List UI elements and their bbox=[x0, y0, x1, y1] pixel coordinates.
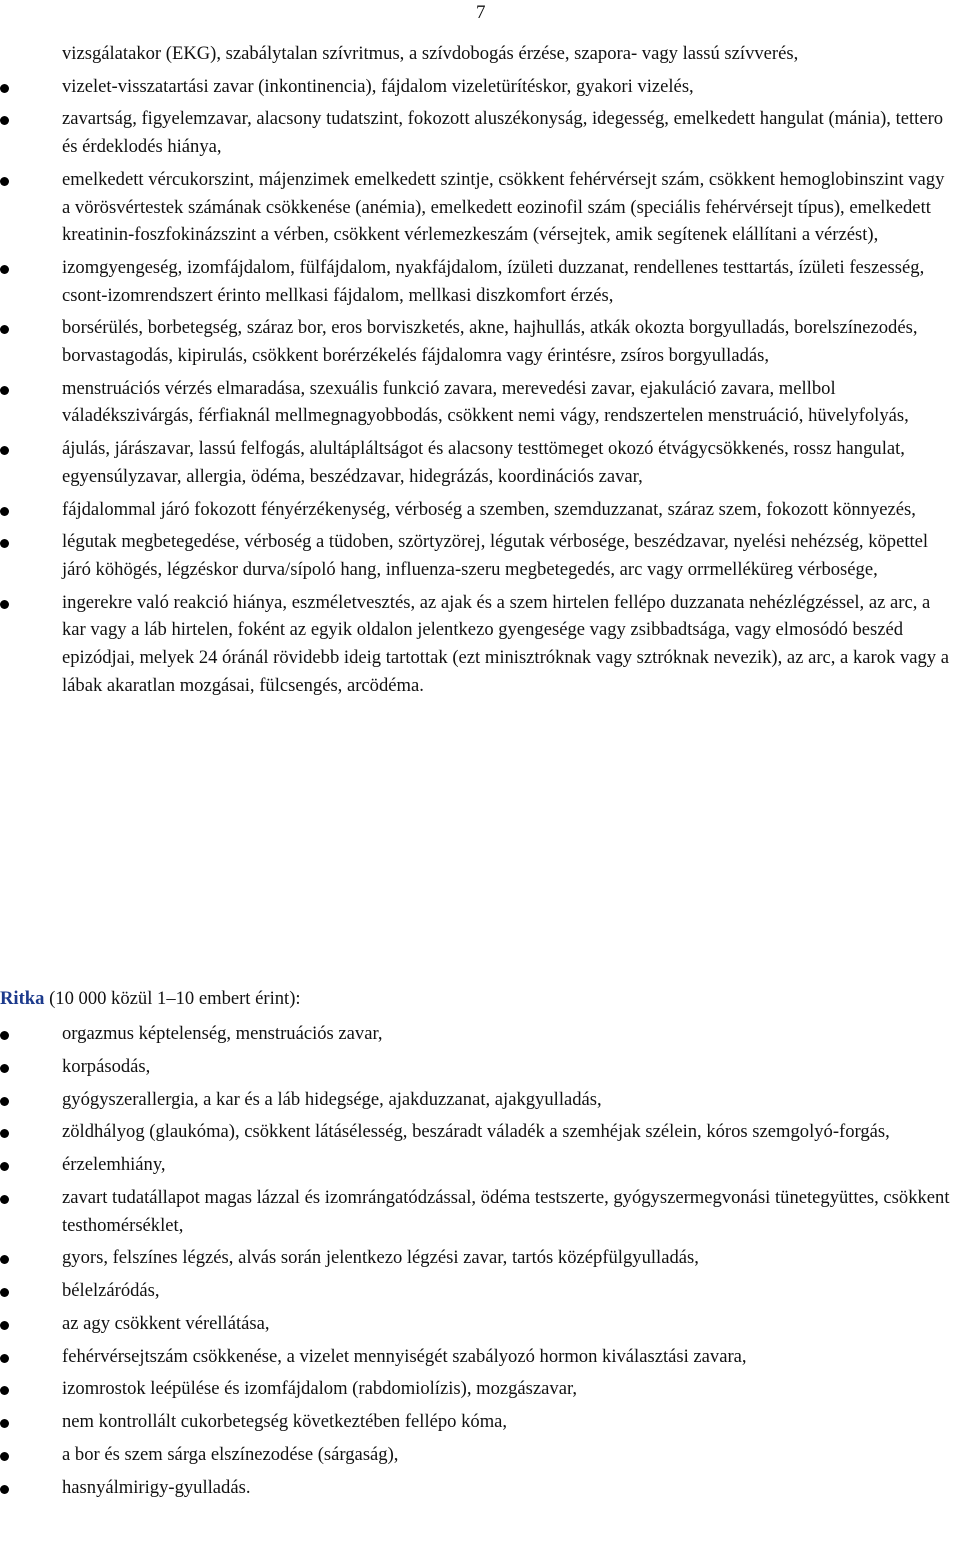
list-item bbox=[0, 1244, 960, 1272]
list-item bbox=[0, 1184, 960, 1239]
bullet-icon bbox=[0, 1419, 9, 1428]
list-item-text: ájulás, járászavar, lassú felfogás, alultápláltságot és alacsony testtömeget okozó étvágycsökkenés, rossz hangulat, egyensúlyzavar, allergia, ödéma, beszédzavar, hidegrázás, koordinációs zavar, bbox=[62, 438, 905, 487]
section-heading-rare bbox=[0, 985, 301, 1013]
list-item-text: orgazmus képtelenség, menstruációs zavar, bbox=[62, 1023, 383, 1044]
bullet-icon bbox=[0, 386, 9, 395]
bullet-icon bbox=[0, 1031, 9, 1040]
list-item-text: hasnyálmirigy-gyulladás. bbox=[62, 1476, 251, 1498]
list-item bbox=[0, 1474, 960, 1502]
list-item bbox=[0, 254, 960, 309]
list-item bbox=[0, 1310, 960, 1338]
list-item bbox=[0, 166, 960, 249]
list-item-text: vizsgálatakor (EKG), szabálytalan szívritmus, a szívdobogás érzése, szapora- vagy lassú szívverés, bbox=[62, 43, 799, 64]
list-item-text: légutak megbetegedése, vérboség a tüdoben, szörtyzörej, légutak vérbosége, beszédzavar, nyelési nehézség, köpettel járó köhögés, légzéskor durva/sípoló hang, influenza-szeru megbetegedés, arc vagy orrmelléküreg vérbosége, bbox=[62, 531, 929, 580]
list-item-text: gyógyszerallergia, a kar és a láb hidegsége, ajakduzzanat, ajakgyulladás, bbox=[62, 1088, 602, 1110]
list-item-text: nem kontrollált cukorbetegség következtében fellépo kóma, bbox=[62, 1411, 508, 1433]
bullet-icon bbox=[0, 325, 9, 334]
list-item-text: zöldhályog (glaukóma), csökkent látásélesség, beszáradt váladék a szemhéjak szélein, kóros szemgolyó-forgás, bbox=[62, 1121, 890, 1143]
bullet-icon bbox=[0, 1354, 9, 1363]
bullet-icon bbox=[0, 1064, 9, 1073]
list-item bbox=[0, 1277, 960, 1305]
bullet-icon bbox=[0, 539, 9, 548]
list-item bbox=[0, 528, 960, 583]
list-item-text: fájdalommal járó fokozott fényérzékenység, vérboség a szemben, szemduzzanat, száraz szem, fokozott könnyezés, bbox=[62, 498, 916, 520]
bullet-icon bbox=[0, 177, 9, 186]
bullet-icon bbox=[0, 446, 9, 455]
list-item bbox=[0, 1118, 960, 1146]
bullet-icon bbox=[0, 1485, 9, 1494]
bullet-icon bbox=[0, 1195, 9, 1204]
list-item bbox=[0, 40, 960, 68]
bullet-icon bbox=[0, 1452, 9, 1461]
frequency-description: (10 000 közül 1–10 embert érint): bbox=[44, 988, 301, 1009]
side-effects-list-common bbox=[0, 40, 960, 704]
list-item-text: a bor és szem sárga elszínezodése (sárgaság), bbox=[62, 1443, 399, 1465]
bullet-icon bbox=[0, 84, 9, 93]
bullet-icon bbox=[0, 1321, 9, 1330]
list-item bbox=[0, 1375, 960, 1403]
bullet-icon bbox=[0, 1288, 9, 1297]
list-item bbox=[0, 496, 960, 524]
list-item-text: menstruációs vérzés elmaradása, szexuális funkció zavara, merevedési zavar, ejakuláció zavara, mellbol váladékszivárgás, férfiaknál mellmegnagyobbodás, csökkent nemi vágy, rendszertelen menstruáció, hüvelyfolyás, bbox=[62, 377, 909, 427]
list-item bbox=[0, 1086, 960, 1114]
bullet-icon bbox=[0, 116, 9, 125]
list-item-text: korpásodás, bbox=[62, 1055, 151, 1077]
list-item-text: érzelemhiány, bbox=[62, 1154, 166, 1176]
list-item-text: izomrostok leépülése és izomfájdalom (rabdomiolízis), mozgászavar, bbox=[62, 1378, 578, 1400]
page-number: 7 bbox=[476, 2, 486, 23]
bullet-icon bbox=[0, 1162, 9, 1171]
list-item-text: ingerekre való reakció hiánya, eszméletvesztés, az ajak és a szem hirtelen fellépo duzzanata nehézlégzéssel, az arc, a kar vagy a láb hirtelen, foként az egyik oldalon jelentkezo gyengesége vagy zsibbadtsága, vagy elmosódó beszéd epizódjai, melyek 24 óránál rövidebb ideig tartottak (ezt minisztróknak vagy sztróknak nevezik), az arc, a karok vagy a lábak akaratlan mozgásai, fülcsengés, arcödéma. bbox=[62, 591, 949, 696]
list-item-text: borsérülés, borbetegség, száraz bor, eros borviszketés, akne, hajhullás, atkák okozta borgyulladás, borelszínezodés, borvastagodás, kipirulás, csökkent borérzékelés fájdalomra vagy érintésre, zsíros borgyulladás, bbox=[62, 317, 918, 367]
bullet-icon bbox=[0, 600, 9, 609]
list-item-text: izomgyengeség, izomfájdalom, fülfájdalom, nyakfájdalom, ízületi duzzanat, rendellenes testtartás, ízületi feszesség, csont-izomrendszert érinto mellkasi fájdalom, mellkasi diszkomfort érzés, bbox=[62, 256, 925, 306]
list-item bbox=[0, 1408, 960, 1436]
list-item-text: zavart tudatállapot magas lázzal és izomrángatódzással, ödéma testszerte, gyógyszermegvonási tünetegyüttes, csökkent testhomérséklet, bbox=[62, 1186, 950, 1236]
list-item-text: gyors, felszínes légzés, alvás során jelentkezo légzési zavar, tartós középfülgyulladás, bbox=[62, 1247, 699, 1269]
list-item bbox=[0, 375, 960, 430]
list-item bbox=[0, 435, 960, 490]
list-item-text: bélelzáródás, bbox=[62, 1280, 160, 1302]
list-item-text: zavartság, figyelemzavar, alacsony tudatszint, fokozott aluszékonyság, idegesség, emelkedett hangulat (mánia), tettero és érdeklodés hiánya, bbox=[62, 108, 944, 158]
list-item bbox=[0, 1343, 960, 1371]
frequency-label: Ritka bbox=[0, 988, 45, 1009]
bullet-icon bbox=[0, 507, 9, 516]
list-item bbox=[0, 1151, 960, 1179]
list-item bbox=[0, 1020, 960, 1048]
list-item bbox=[0, 105, 960, 160]
bullet-icon bbox=[0, 1097, 9, 1106]
bullet-icon bbox=[0, 1129, 9, 1138]
side-effects-list-rare bbox=[0, 1020, 960, 1507]
bullet-icon bbox=[0, 265, 9, 274]
list-item bbox=[0, 73, 960, 101]
bullet-icon bbox=[0, 1386, 9, 1395]
list-item bbox=[0, 1441, 960, 1469]
list-item-text: emelkedett vércukorszint, májenzimek emelkedett szintje, csökkent fehérvérsejt szám, csökkent hemoglobinszint vagy a vörösvértestek számának csökkenése (anémia), emelkedett eozinofil szám (speciális fehérvérsejt típus), emelkedett kreatinin-foszfokinázszint a vérben, csökkent vérlemezkeszám (vérsejtek, amik segítenek elállítani a vérzést), bbox=[62, 168, 945, 246]
list-item-text: fehérvérsejtszám csökkenése, a vizelet mennyiségét szabályozó hormon kiválasztási zavara, bbox=[62, 1345, 747, 1367]
list-item-text: az agy csökkent vérellátása, bbox=[62, 1312, 270, 1334]
list-item-text: vizelet-visszatartási zavar (inkontinencia), fájdalom vizeletürítéskor, gyakori vizelés, bbox=[62, 75, 694, 97]
list-item bbox=[0, 589, 960, 700]
bullet-icon bbox=[0, 1255, 9, 1264]
list-item bbox=[0, 1053, 960, 1081]
list-item bbox=[0, 314, 960, 369]
